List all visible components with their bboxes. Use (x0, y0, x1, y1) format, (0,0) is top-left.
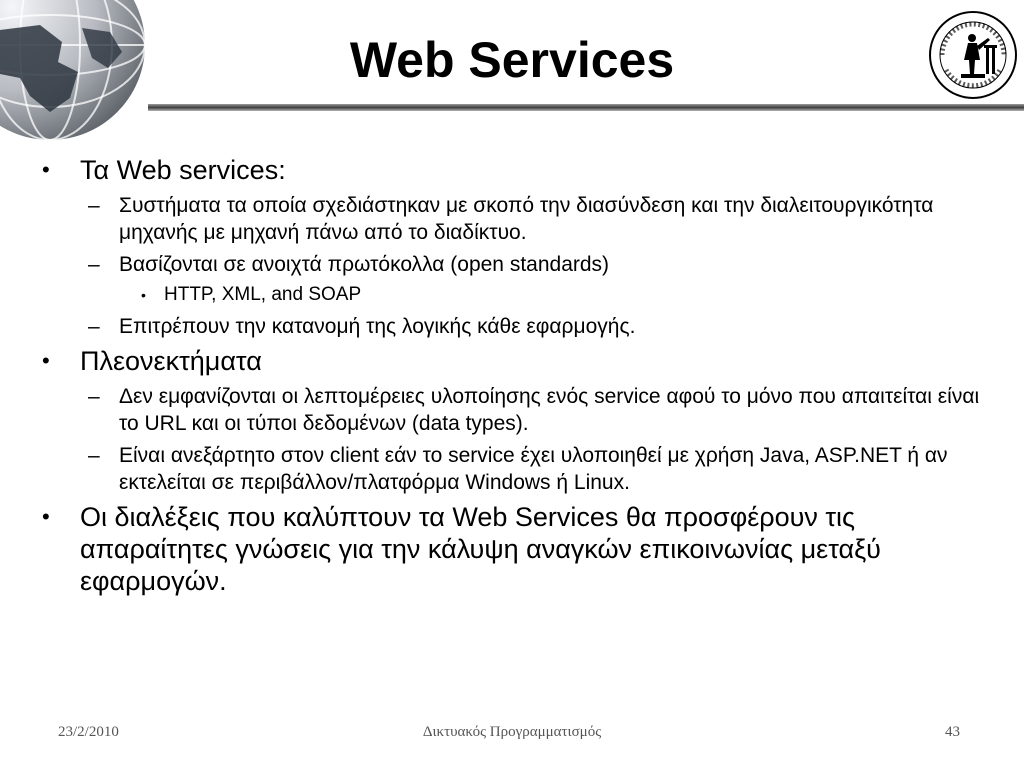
sub-sub-bullet-text: HTTP, XML, and SOAP (164, 284, 362, 305)
dash-marker: – (88, 194, 100, 217)
sub-bullet-text: Δεν εμφανίζονται οι λεπτομέρειες υλοποίησης ενός service αφού το μόνο που απαιτείται είναι το URL και οι τύποι δεδομένων (data types). (119, 385, 980, 435)
small-dot-marker: • (141, 287, 146, 303)
bullet-text: Πλεονεκτήματα (80, 346, 262, 376)
bullet-dot: • (42, 348, 50, 373)
dash-marker: – (88, 385, 100, 408)
footer-date: 23/2/2010 (58, 724, 119, 740)
slide-number: 43 (945, 724, 960, 740)
bullet-dot: • (42, 157, 50, 182)
sub-bullet-text: Είναι ανεξάρτητο στον client εάν το service έχει υλοποιηθεί με χρήση Java, ASP.NET ή αν εκτελείται σε περιβάλλον/πλατφόρμα Windows ή Linux. (119, 444, 948, 494)
dash-marker: – (88, 253, 100, 276)
footer-course: Δικτυακός Προγραμματισμός (422, 724, 602, 740)
sub-bullet-text: Επιτρέπουν την κατανομή της λογικής κάθε εφαρμογής. (119, 315, 636, 338)
slide-title: Web Services (349, 32, 675, 88)
sub-bullet-text: Συστήματα τα οποία σχεδιάστηκαν με σκοπό την διασύνδεση και την διαλειτουργικότητα μηχανής με μηχανή πάνω από το διαδίκτυο. (119, 194, 934, 244)
sub-sub-bullet-protocols (42, 283, 1002, 307)
university-seal-icon (928, 10, 1018, 100)
bullet-text: Οι διαλέξεις που καλύπτουν τα Web Services θα προσφέρουν τις απαραίτητες γνώσεις για την κάλυψη αναγκών επικοινωνίας μεταξύ εφαρμογών. (80, 502, 881, 596)
bullet-lectures (42, 501, 1002, 597)
bullet-dot: • (42, 504, 50, 529)
sub-bullet-logic (42, 313, 1002, 340)
sub-bullet-open-standards (42, 251, 1002, 278)
dash-marker: – (88, 444, 100, 467)
slide-body (42, 154, 1002, 603)
bullet-web-services (42, 154, 1002, 186)
bullet-advantages (42, 345, 1002, 377)
sub-bullet-details-hidden (42, 383, 1002, 437)
title-rule (148, 104, 1024, 111)
sub-bullet-independent (42, 442, 1002, 496)
dash-marker: – (88, 315, 100, 338)
sub-bullet-systems (42, 192, 1002, 246)
bullet-text: Τα Web services: (80, 155, 286, 185)
sub-bullet-text: Βασίζονται σε ανοιχτά πρωτόκολλα (open standards) (119, 253, 610, 276)
